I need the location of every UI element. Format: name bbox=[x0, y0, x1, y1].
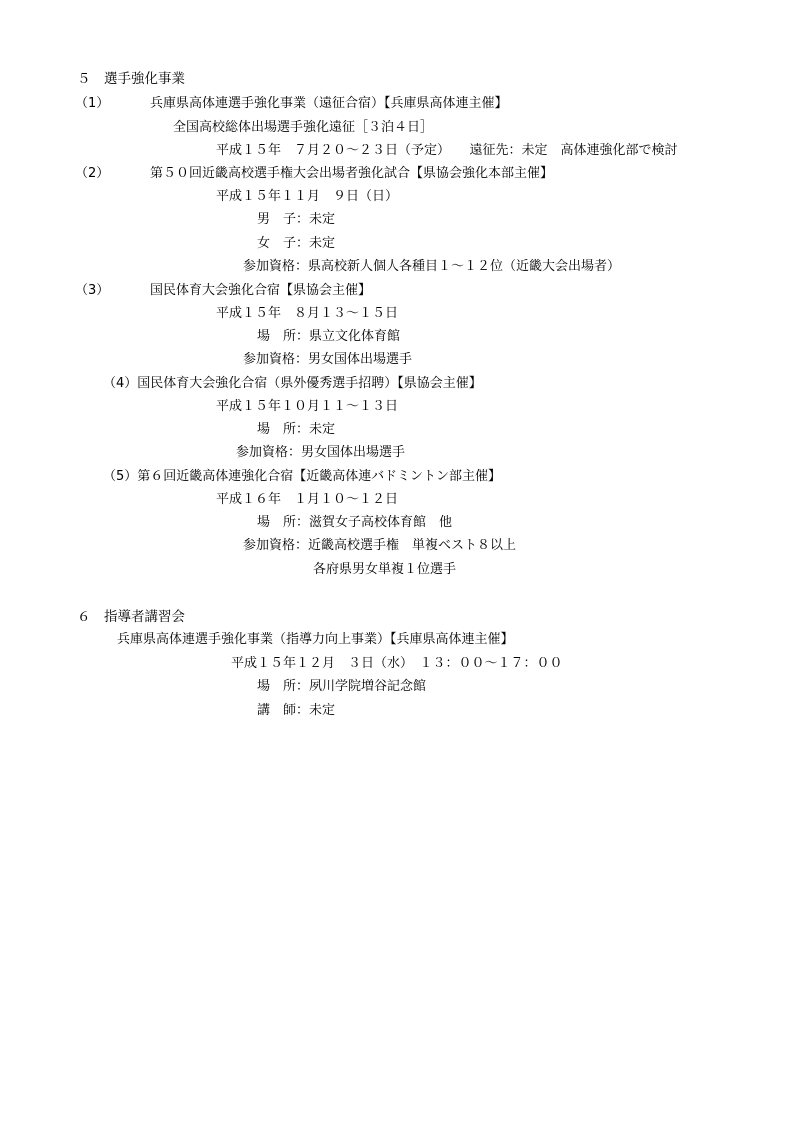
item3-place: 場 所：県立文化体育館 bbox=[257, 329, 401, 344]
section6-date: 平成１５年１２月 ３日（水） １３：００～１７：００ bbox=[231, 656, 563, 671]
item3-title: 国民体育大会強化合宿【県協会主催】 bbox=[150, 283, 372, 298]
section6-lecturer: 講 師：未定 bbox=[257, 703, 336, 718]
item5-date: 平成１６年 １月１０～１２日 bbox=[216, 492, 399, 507]
item3-number: （3） bbox=[75, 283, 110, 298]
section6-heading: ６ 指導者講習会 bbox=[77, 609, 185, 625]
item5-place: 場 所：滋賀女子高校体育館 他 bbox=[257, 515, 453, 530]
item2-men: 男 子：未定 bbox=[257, 212, 336, 227]
item2-number: （2） bbox=[75, 166, 110, 181]
item4-date: 平成１５年１０月１１～１３日 bbox=[216, 399, 399, 414]
item5-qualification: 参加資格：近畿高校選手権 単複ベスト８以上 bbox=[243, 538, 517, 553]
item4-place: 場 所：未定 bbox=[257, 422, 336, 437]
item1-date: 平成１５年 ７月２０～２３日（予定） 遠征先：未定 高体連強化部で検討 bbox=[216, 143, 678, 158]
item5-qualification-2: 各府県男女単複１位選手 bbox=[313, 562, 457, 577]
item2-title: 第５０回近畿高校選手権大会出場者強化試合【県協会強化本部主催】 bbox=[150, 166, 554, 181]
item3-date: 平成１５年 ８月１３～１５日 bbox=[216, 306, 399, 321]
section5-heading: ５ 選手強化事業 bbox=[77, 71, 185, 87]
item1-subtitle: 全国高校総体出場選手強化遠征［３泊４日］ bbox=[173, 120, 434, 135]
item4-qualification: 参加資格：男女国体出場選手 bbox=[236, 445, 406, 460]
item5-title: （5）第６回近畿高体連強化合宿【近畿高体連バドミントン部主催】 bbox=[103, 469, 502, 484]
section6-title: 兵庫県高体連選手強化事業（指導力向上事業）【兵庫県高体連主催】 bbox=[117, 632, 514, 647]
item2-qualification: 参加資格：県高校新人個人各種目１～１２位（近畿大会出場者） bbox=[243, 259, 621, 274]
item1-title: 兵庫県高体連選手強化事業（遠征合宿）【兵庫県高体連主催】 bbox=[150, 96, 508, 111]
section6-place: 場 所：夙川学院増谷記念館 bbox=[257, 679, 427, 694]
item1-number: （1） bbox=[75, 96, 110, 111]
item2-date: 平成１５年１１月 ９日（日） bbox=[216, 189, 399, 204]
item3-qualification: 参加資格：男女国体出場選手 bbox=[243, 352, 413, 367]
item2-women: 女 子：未定 bbox=[257, 236, 336, 251]
item4-title: （4）国民体育大会強化合宿（県外優秀選手招聘）【県協会主催】 bbox=[103, 376, 482, 391]
